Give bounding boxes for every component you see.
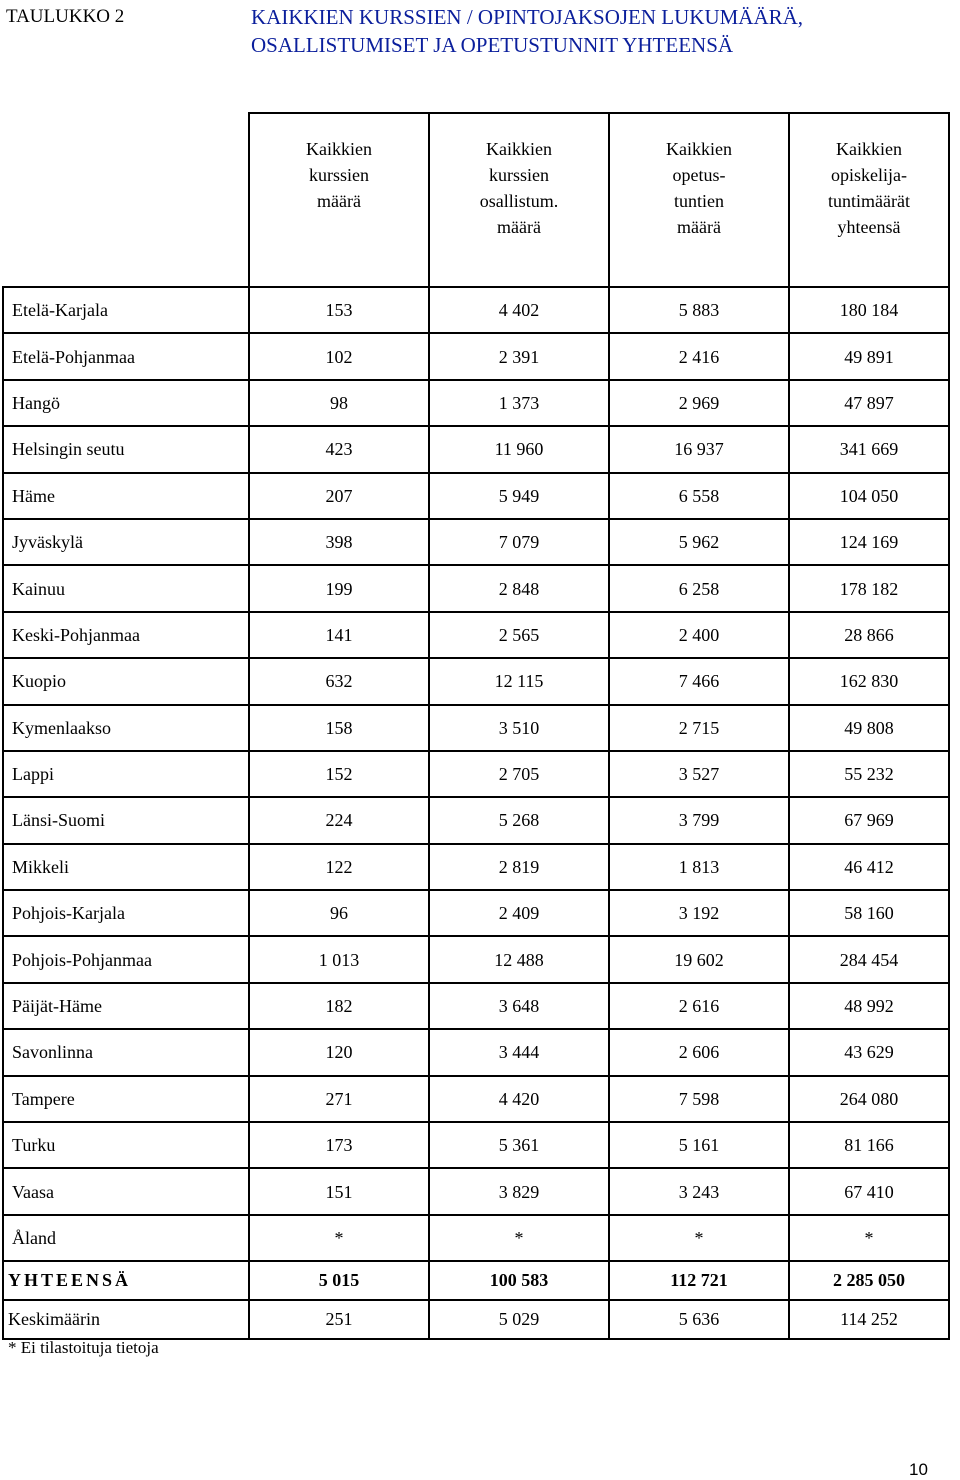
row-label-cell: Helsingin seutu (3, 426, 249, 472)
value-cell: 12 488 (429, 936, 609, 982)
value-cell: 3 444 (429, 1029, 609, 1075)
row-label-cell: Savonlinna (3, 1029, 249, 1075)
value-cell: 178 182 (789, 565, 949, 611)
title-line-1: KAIKKIEN KURSSIEN / OPINTOJAKSOJEN LUKUMÄÄRÄ, (251, 5, 804, 29)
table-header-row (3, 113, 949, 287)
row-label-cell: Jyväskylä (3, 519, 249, 565)
average-row (3, 1300, 949, 1339)
table-row (3, 844, 949, 890)
value-cell: 2 285 050 (789, 1261, 949, 1300)
page-number: 10 (909, 1460, 928, 1479)
row-label-cell: Vaasa (3, 1168, 249, 1214)
row-label-cell: Etelä-Pohjanmaa (3, 333, 249, 379)
row-label-cell: Kainuu (3, 565, 249, 611)
value-cell: 48 992 (789, 983, 949, 1029)
value-cell: 49 891 (789, 333, 949, 379)
value-cell: 96 (249, 890, 429, 936)
table-row (3, 797, 949, 843)
value-cell: 3 648 (429, 983, 609, 1029)
header-course-count: Kaikkien kurssien määrä (249, 113, 429, 287)
value-cell: 16 937 (609, 426, 789, 472)
value-cell: * (429, 1215, 609, 1261)
value-cell: 46 412 (789, 844, 949, 890)
value-cell: 67 969 (789, 797, 949, 843)
row-label-cell: Pohjois-Pohjanmaa (3, 936, 249, 982)
table-row (3, 1215, 949, 1261)
row-label-cell: Hangö (3, 380, 249, 426)
row-label-cell: Lappi (3, 751, 249, 797)
value-cell: 12 115 (429, 658, 609, 704)
value-cell: 19 602 (609, 936, 789, 982)
table-row (3, 380, 949, 426)
row-label-cell: Kymenlaakso (3, 705, 249, 751)
table-row (3, 1168, 949, 1214)
value-cell: 6 258 (609, 565, 789, 611)
table-row (3, 519, 949, 565)
value-cell: 55 232 (789, 751, 949, 797)
value-cell: 158 (249, 705, 429, 751)
value-cell: 124 169 (789, 519, 949, 565)
table-row (3, 705, 949, 751)
table-row (3, 936, 949, 982)
value-cell: 112 721 (609, 1261, 789, 1300)
table-row (3, 287, 949, 333)
value-cell: 199 (249, 565, 429, 611)
header-teaching-hours: Kaikkien opetus- tuntien määrä (609, 113, 789, 287)
total-row (3, 1261, 949, 1300)
value-cell: 271 (249, 1076, 429, 1122)
value-cell: 43 629 (789, 1029, 949, 1075)
value-cell: 28 866 (789, 612, 949, 658)
value-cell: 2 409 (429, 890, 609, 936)
row-label-cell: Keskimäärin (3, 1300, 249, 1339)
value-cell: 58 160 (789, 890, 949, 936)
value-cell: 162 830 (789, 658, 949, 704)
value-cell: 11 960 (429, 426, 609, 472)
value-cell: 3 799 (609, 797, 789, 843)
value-cell: 120 (249, 1029, 429, 1075)
value-cell: 5 361 (429, 1122, 609, 1168)
value-cell: 67 410 (789, 1168, 949, 1214)
table-row (3, 565, 949, 611)
value-cell: 2 606 (609, 1029, 789, 1075)
value-cell: 2 416 (609, 333, 789, 379)
value-cell: 153 (249, 287, 429, 333)
value-cell: 98 (249, 380, 429, 426)
value-cell: 182 (249, 983, 429, 1029)
value-cell: 1 013 (249, 936, 429, 982)
value-cell: 1 373 (429, 380, 609, 426)
value-cell: 398 (249, 519, 429, 565)
value-cell: 3 829 (429, 1168, 609, 1214)
table-row (3, 751, 949, 797)
value-cell: 5 636 (609, 1300, 789, 1339)
row-label-cell: Päijät-Häme (3, 983, 249, 1029)
value-cell: 6 558 (609, 473, 789, 519)
row-label-cell: Länsi-Suomi (3, 797, 249, 843)
value-cell: 632 (249, 658, 429, 704)
value-cell: 2 969 (609, 380, 789, 426)
value-cell: 3 192 (609, 890, 789, 936)
row-label-cell: Pohjois-Karjala (3, 890, 249, 936)
value-cell: 173 (249, 1122, 429, 1168)
value-cell: 2 819 (429, 844, 609, 890)
header-corner-cell (3, 113, 249, 287)
value-cell: 423 (249, 426, 429, 472)
table-row (3, 473, 949, 519)
value-cell: 141 (249, 612, 429, 658)
table-row (3, 612, 949, 658)
value-cell: 122 (249, 844, 429, 890)
row-label-cell: Åland (3, 1215, 249, 1261)
value-cell: 5 268 (429, 797, 609, 843)
value-cell: 1 813 (609, 844, 789, 890)
value-cell: * (789, 1215, 949, 1261)
value-cell: 152 (249, 751, 429, 797)
value-cell: 251 (249, 1300, 429, 1339)
value-cell: 2 705 (429, 751, 609, 797)
row-label-cell: Kuopio (3, 658, 249, 704)
value-cell: 5 949 (429, 473, 609, 519)
title-line-2: OSALLISTUMISET JA OPETUSTUNNIT YHTEENSÄ (251, 33, 734, 57)
value-cell: 5 015 (249, 1261, 429, 1300)
header-student-hours-total: Kaikkien opiskelija- tuntimäärät yhteensä (789, 113, 949, 287)
value-cell: 81 166 (789, 1122, 949, 1168)
value-cell: 100 583 (429, 1261, 609, 1300)
value-cell: 2 715 (609, 705, 789, 751)
value-cell: 102 (249, 333, 429, 379)
value-cell: 49 808 (789, 705, 949, 751)
footnote: * Ei tilastoituja tietoja (8, 1338, 159, 1357)
value-cell: 5 883 (609, 287, 789, 333)
value-cell: 5 029 (429, 1300, 609, 1339)
table-row (3, 1122, 949, 1168)
value-cell: 2 391 (429, 333, 609, 379)
value-cell: 3 243 (609, 1168, 789, 1214)
page-title (251, 3, 803, 59)
table-row (3, 1076, 949, 1122)
value-cell: 2 616 (609, 983, 789, 1029)
value-cell: 264 080 (789, 1076, 949, 1122)
value-cell: * (249, 1215, 429, 1261)
table-row (3, 983, 949, 1029)
value-cell: 284 454 (789, 936, 949, 982)
row-label-cell: Turku (3, 1122, 249, 1168)
value-cell: 180 184 (789, 287, 949, 333)
row-label-cell: YHTEENSÄ (3, 1261, 249, 1300)
value-cell: 4 402 (429, 287, 609, 333)
value-cell: 224 (249, 797, 429, 843)
table-row (3, 426, 949, 472)
row-label-cell: Häme (3, 473, 249, 519)
value-cell: 7 598 (609, 1076, 789, 1122)
row-label-cell: Tampere (3, 1076, 249, 1122)
value-cell: * (609, 1215, 789, 1261)
value-cell: 151 (249, 1168, 429, 1214)
value-cell: 207 (249, 473, 429, 519)
row-label-cell: Keski-Pohjanmaa (3, 612, 249, 658)
value-cell: 5 161 (609, 1122, 789, 1168)
value-cell: 47 897 (789, 380, 949, 426)
statistics-table (2, 112, 950, 1340)
header-participation-count: Kaikkien kurssien osallistum. määrä (429, 113, 609, 287)
table-row (3, 890, 949, 936)
table-row (3, 658, 949, 704)
table-row (3, 1029, 949, 1075)
row-label-cell: Etelä-Karjala (3, 287, 249, 333)
row-label-cell: Mikkeli (3, 844, 249, 890)
table-row (3, 333, 949, 379)
value-cell: 341 669 (789, 426, 949, 472)
value-cell: 5 962 (609, 519, 789, 565)
value-cell: 7 466 (609, 658, 789, 704)
value-cell: 4 420 (429, 1076, 609, 1122)
value-cell: 104 050 (789, 473, 949, 519)
value-cell: 7 079 (429, 519, 609, 565)
value-cell: 2 565 (429, 612, 609, 658)
table-label: TAULUKKO 2 (6, 6, 125, 27)
value-cell: 2 400 (609, 612, 789, 658)
value-cell: 2 848 (429, 565, 609, 611)
value-cell: 3 527 (609, 751, 789, 797)
value-cell: 3 510 (429, 705, 609, 751)
value-cell: 114 252 (789, 1300, 949, 1339)
